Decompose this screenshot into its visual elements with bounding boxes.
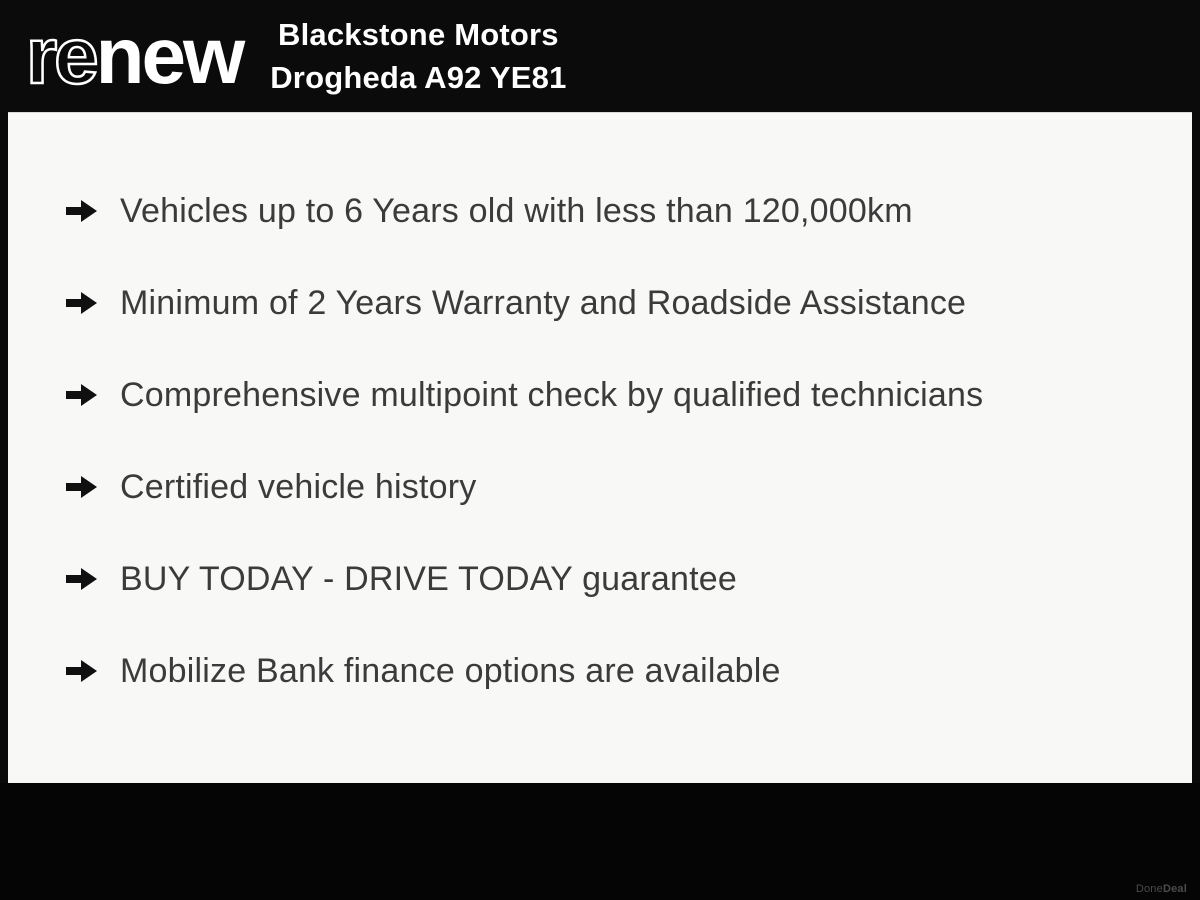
- feature-text: Certified vehicle history: [120, 467, 477, 506]
- arrow-right-icon: [66, 657, 98, 685]
- dealer-location: Drogheda A92 YE81: [270, 60, 567, 95]
- donedeal-watermark: [1136, 883, 1187, 895]
- arrow-right-icon: [66, 381, 98, 409]
- feature-text: BUY TODAY - DRIVE TODAY guarantee: [120, 559, 738, 598]
- list-item: [66, 377, 1172, 413]
- header-bar: [0, 0, 1200, 112]
- feature-text: Vehicles up to 6 Years old with less than 120,000km: [120, 191, 913, 230]
- watermark-text-regular: Done: [1135, 883, 1163, 895]
- feature-text: Mobilize Bank finance options are available: [120, 651, 781, 690]
- list-item: [66, 653, 1172, 689]
- arrow-right-icon: [66, 473, 98, 501]
- feature-text: Comprehensive multipoint check by qualified technicians: [120, 375, 984, 414]
- renew-logo-outline-text: re: [26, 11, 96, 100]
- list-item: [66, 285, 1172, 321]
- list-item: [66, 469, 1172, 505]
- renew-logo-solid-text: new: [95, 11, 243, 100]
- list-item: [66, 561, 1172, 597]
- arrow-right-icon: [66, 565, 98, 593]
- footer-bar: [0, 783, 1200, 900]
- list-item: [66, 193, 1172, 229]
- arrow-right-icon: [66, 289, 98, 317]
- feature-text: Minimum of 2 Years Warranty and Roadside Assistance: [120, 283, 967, 322]
- arrow-right-icon: [66, 197, 98, 225]
- content-panel: [8, 112, 1192, 783]
- dealer-title: [270, 13, 566, 99]
- feature-list: [8, 113, 1192, 689]
- dealer-name: Blackstone Motors: [277, 17, 559, 52]
- renew-logo: [26, 11, 243, 100]
- watermark-text-bold: Deal: [1162, 883, 1187, 895]
